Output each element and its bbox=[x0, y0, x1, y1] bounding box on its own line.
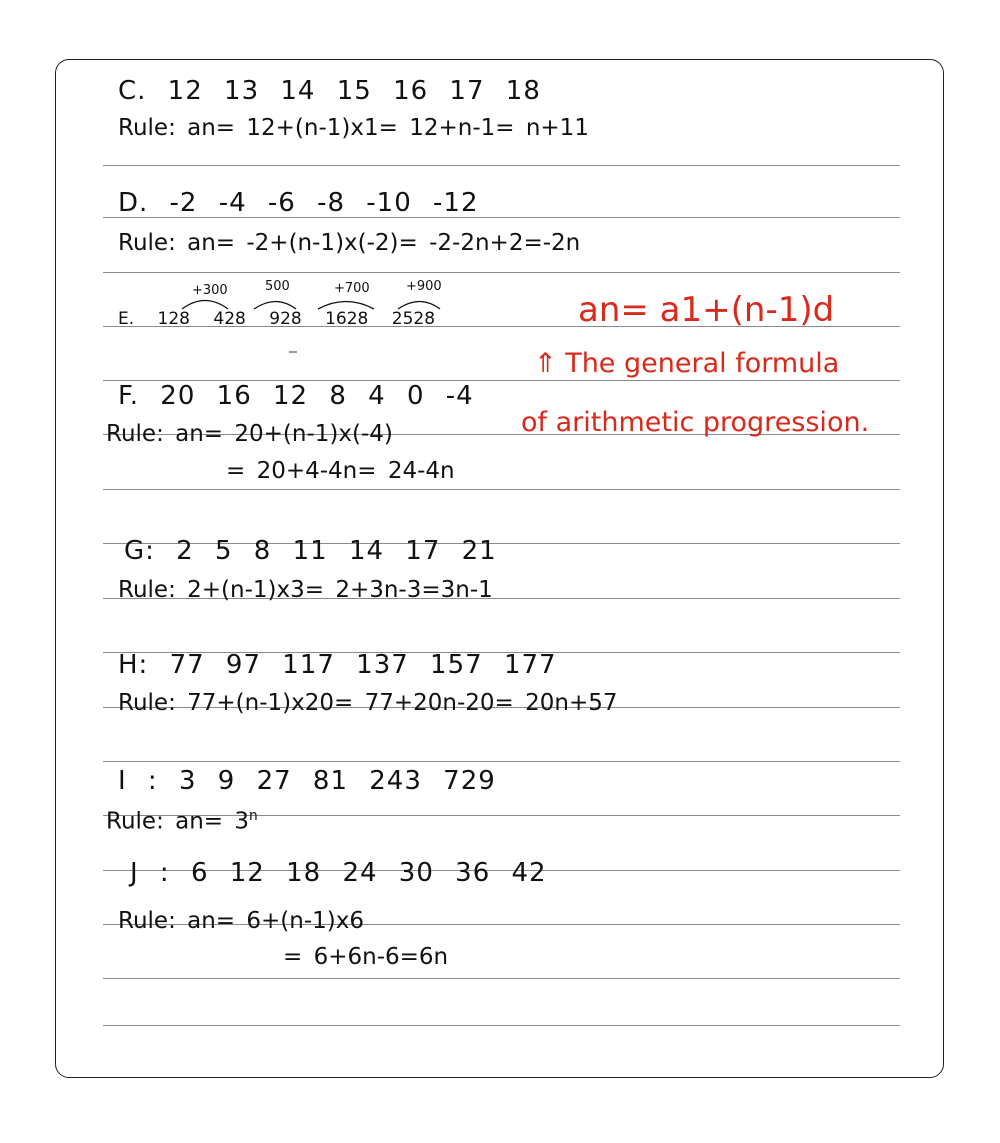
difference-arc bbox=[254, 302, 296, 310]
general-formula: an= a1+(n-1)d bbox=[578, 290, 835, 330]
sequence-c: C. 12 13 14 15 16 17 18 bbox=[118, 76, 541, 106]
sequence-g: G: 2 5 8 11 14 17 21 bbox=[124, 536, 497, 566]
difference-label: +700 bbox=[334, 281, 370, 296]
sequence-e: E. 128 428 928 1628 2528 bbox=[118, 309, 436, 329]
rule-d: Rule: an= -2+(n-1)x(-2)= -2-2n+2=-2n bbox=[118, 230, 581, 256]
rule-c: Rule: an= 12+(n-1)x1= 12+n-1= n+11 bbox=[118, 115, 589, 141]
sequence-f: F. 20 16 12 8 4 0 -4 bbox=[118, 381, 474, 411]
rule-g: Rule: 2+(n-1)x3= 2+3n-3=3n-1 bbox=[118, 577, 493, 603]
sequence-j: J : 6 12 18 24 30 36 42 bbox=[130, 858, 547, 888]
rule-f: Rule: an= 20+(n-1)x(-4) bbox=[106, 421, 393, 447]
difference-arc bbox=[318, 302, 374, 310]
sequence-i: I : 3 9 27 81 243 729 bbox=[118, 766, 496, 796]
formula-caption-line1: ⇑ The general formula bbox=[534, 348, 840, 379]
sequence-h: H: 77 97 117 137 157 177 bbox=[118, 650, 557, 680]
rule-i-exponent: n bbox=[249, 808, 258, 824]
difference-arc bbox=[398, 302, 440, 310]
rule-j: Rule: an= 6+(n-1)x6 bbox=[118, 908, 364, 934]
formula-caption-line2: of arithmetic progression. bbox=[521, 407, 870, 438]
sequence-d: D. -2 -4 -6 -8 -10 -12 bbox=[118, 188, 479, 218]
rule-i-text: Rule: an= 3 bbox=[106, 808, 250, 835]
rule-j-line2: = 6+6n-6=6n bbox=[283, 944, 449, 970]
rule-i bbox=[106, 810, 258, 834]
difference-arc bbox=[182, 301, 228, 310]
rule-f-line2: = 20+4-4n= 24-4n bbox=[226, 458, 455, 484]
difference-label: +300 bbox=[192, 283, 228, 298]
difference-label: 500 bbox=[265, 279, 290, 294]
rule-h: Rule: 77+(n-1)x20= 77+20n-20= 20n+57 bbox=[118, 690, 618, 716]
difference-label: +900 bbox=[406, 279, 442, 294]
